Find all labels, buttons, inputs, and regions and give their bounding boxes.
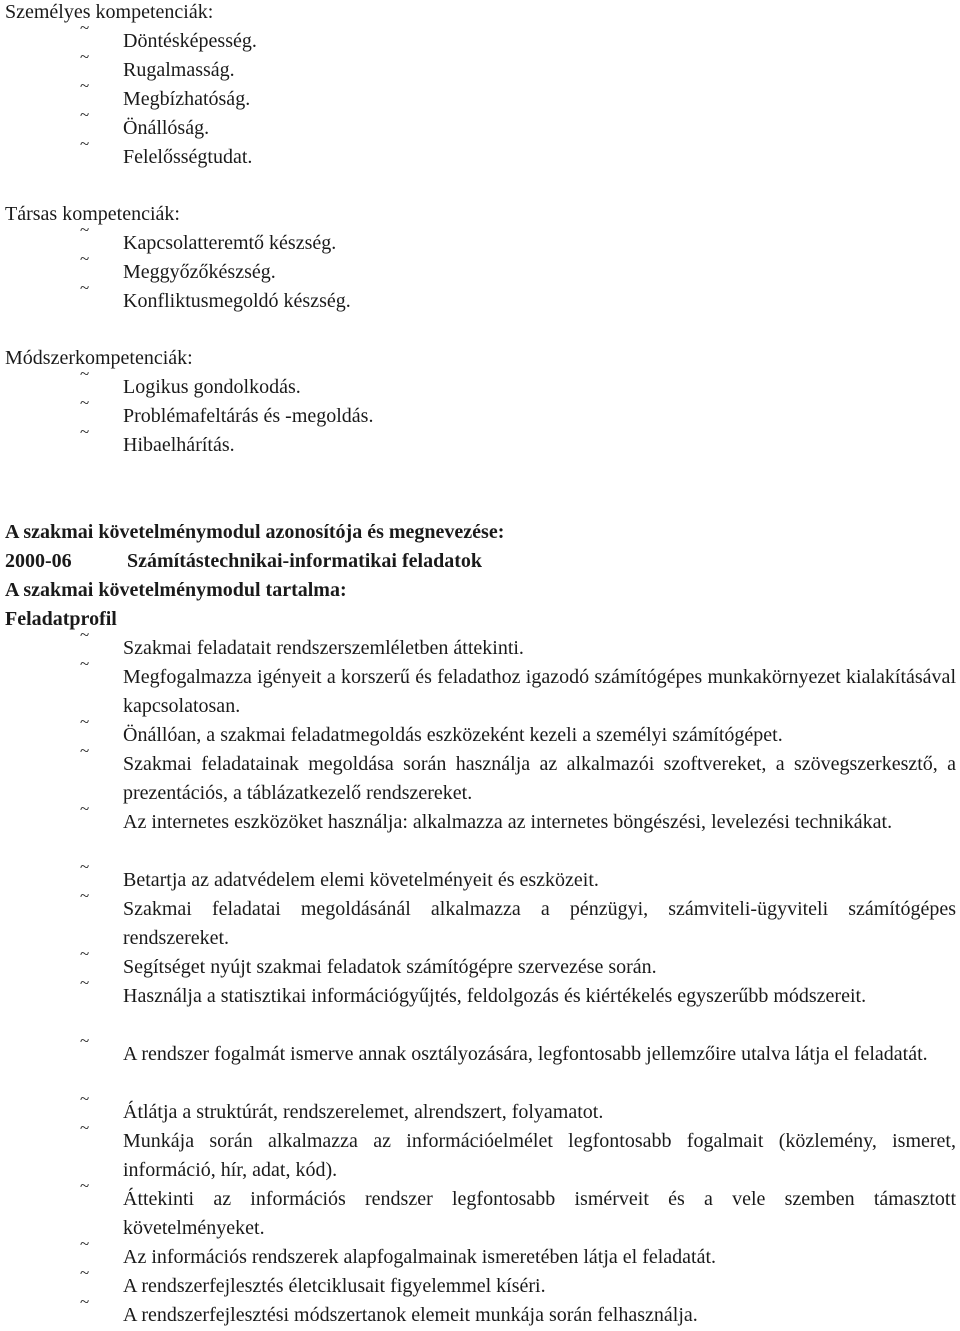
profile-item: Az internetes eszközöket használja: alkalmazza az internetes böngészési, levelezési technikákat. [123, 811, 893, 833]
module-name: Számítástechnikai-informatikai feladatok [127, 550, 482, 572]
section-heading-method: Módszerkompetenciák: [5, 347, 193, 369]
tilde-bullet-icon: ~ [80, 712, 90, 731]
tilde-bullet-icon: ~ [80, 278, 90, 297]
tilde-bullet-icon: ~ [80, 1118, 90, 1137]
profile-item: A rendszerfejlesztési módszertanok elemeit munkája során felhasználja. [123, 1304, 698, 1326]
profile-item: Áttekinti az információs rendszer legfontosabb ismérveit és a vele szemben támasztott követelményeket. [123, 1188, 957, 1239]
tilde-bullet-icon: ~ [80, 18, 90, 37]
tilde-bullet-icon: ~ [80, 654, 90, 673]
profile-title: Feladatprofil [5, 608, 117, 630]
profile-item: Megfogalmazza igényeit a korszerű és feladathoz igazodó számítógépes munkakörnyezet kialakításával kapcsolatosan. [123, 666, 956, 717]
module-id-title: A szakmai követelménymodul azonosítója és megnevezése: [5, 521, 505, 543]
tilde-bullet-icon: ~ [80, 886, 90, 905]
list-item: Megbízhatóság. [123, 88, 251, 110]
module-code: 2000-06 [5, 550, 72, 572]
tilde-bullet-icon: ~ [80, 1176, 90, 1195]
profile-item: Szakmai feladatait rendszerszemléletben áttekinti. [123, 637, 524, 659]
list-item: Logikus gondolkodás. [123, 376, 301, 398]
profile-item: A rendszerfejlesztés életciklusait figyelemmel kíséri. [123, 1275, 546, 1297]
list-item: Hibaelhárítás. [123, 434, 235, 456]
module-code-line [5, 547, 482, 576]
profile-item: A rendszer fogalmát ismerve annak osztályozására, legfontosabb jellemzőire utalva látja el feladatát. [123, 1043, 928, 1065]
tilde-bullet-icon: ~ [80, 249, 90, 268]
profile-item: Önállóan, a szakmai feladatmegoldás eszközeként kezeli a személyi számítógépet. [123, 724, 783, 746]
tilde-bullet-icon: ~ [80, 76, 90, 95]
tilde-bullet-icon: ~ [80, 857, 90, 876]
tilde-bullet-icon: ~ [80, 105, 90, 124]
list-item: Felelősségtudat. [123, 146, 253, 168]
profile-item: Használja a statisztikai információgyűjtés, feldolgozás és kiértékelés egyszerűbb módszereit. [123, 985, 867, 1007]
section-heading-social: Társas kompetenciák: [5, 203, 180, 225]
tilde-bullet-icon: ~ [80, 741, 90, 760]
list-item: Döntésképesség. [123, 30, 257, 52]
section-heading-personal: Személyes kompetenciák: [5, 1, 214, 23]
tilde-bullet-icon: ~ [80, 393, 90, 412]
tilde-bullet-icon: ~ [80, 1031, 90, 1050]
profile-item: Szakmai feladatainak megoldása során használja az alkalmazói szoftvereket, a szövegszerkesztő, a prezentációs, a táblázatkezelő rendszereket. [123, 753, 956, 804]
profile-item: Betartja az adatvédelem elemi követelményeit és eszközeit. [123, 869, 599, 891]
tilde-bullet-icon: ~ [80, 1234, 90, 1253]
profile-item: Szakmai feladatai megoldásánál alkalmazza a pénzügyi, számviteli-ügyviteli számítógépes rendszereket. [123, 898, 957, 949]
tilde-bullet-icon: ~ [80, 47, 90, 66]
module-content-title: A szakmai követelménymodul tartalma: [5, 579, 347, 601]
profile-item: Segítséget nyújt szakmai feladatok számítógépre szervezése során. [123, 956, 657, 978]
tilde-bullet-icon: ~ [80, 799, 90, 818]
list-item: Kapcsolatteremtő készség. [123, 232, 337, 254]
tilde-bullet-icon: ~ [80, 1263, 90, 1282]
tilde-bullet-icon: ~ [80, 1089, 90, 1108]
tilde-bullet-icon: ~ [80, 422, 90, 441]
list-item: Rugalmasság. [123, 59, 235, 81]
tilde-bullet-icon: ~ [80, 1292, 90, 1311]
profile-item: Átlátja a struktúrát, rendszerelemet, alrendszert, folyamatot. [123, 1101, 604, 1123]
profile-item: Az információs rendszerek alapfogalmainak ismeretében látja el feladatát. [123, 1246, 717, 1268]
tilde-bullet-icon: ~ [80, 973, 90, 992]
tilde-bullet-icon: ~ [80, 220, 90, 239]
list-item: Konfliktusmegoldó készség. [123, 290, 351, 312]
tilde-bullet-icon: ~ [80, 625, 90, 644]
list-item: Problémafeltárás és -megoldás. [123, 405, 374, 427]
tilde-bullet-icon: ~ [80, 134, 90, 153]
list-item: Meggyőzőkészség. [123, 261, 276, 283]
profile-item: Munkája során alkalmazza az információelmélet legfontosabb fogalmait (közlemény, ismeret, információ, hír, adat, kód). [123, 1130, 956, 1181]
tilde-bullet-icon: ~ [80, 364, 90, 383]
list-item: Önállóság. [123, 117, 210, 139]
tilde-bullet-icon: ~ [80, 944, 90, 963]
